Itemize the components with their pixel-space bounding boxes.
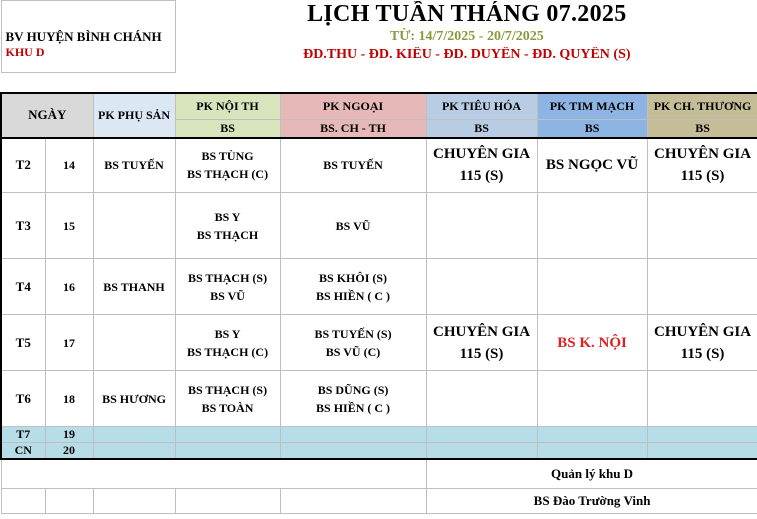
noi-th-line-1: BS Y <box>214 326 241 341</box>
ngoai-cell <box>280 138 426 193</box>
col-noi-th-sub: BS <box>175 120 280 138</box>
ch-thuong-line-2: 115 (S) <box>680 168 725 185</box>
day-cell: CN <box>1 443 45 460</box>
footer-empty <box>175 488 280 513</box>
table-row-weekend <box>1 443 757 460</box>
tieu-hoa-line-2: 115 (S) <box>459 168 504 185</box>
day-cell: T4 <box>1 259 45 315</box>
ngoai-line-1: BS TUYẾN <box>323 158 383 173</box>
ngoai-cell <box>280 315 426 371</box>
empty-cell <box>280 427 426 443</box>
noi-th-line-1: BS Y <box>214 209 241 224</box>
ngoai-cell <box>280 371 426 427</box>
day-cell: T2 <box>1 138 45 193</box>
noi-th-cell <box>175 259 280 315</box>
day-cell: T3 <box>1 193 45 259</box>
col-phu-san: PK PHỤ SẢN <box>93 93 175 138</box>
date-cell: 14 <box>45 138 93 193</box>
phu-san-cell <box>93 193 175 259</box>
ngoai-line-2: BS HIỀN ( C ) <box>316 288 391 303</box>
date-cell: 15 <box>45 193 93 259</box>
footer-empty <box>45 488 93 513</box>
noi-th-cell <box>175 315 280 371</box>
tieu-hoa-cell <box>426 193 537 259</box>
ngoai-line-2: BS VŨ (C) <box>325 344 381 359</box>
empty-cell <box>426 427 537 443</box>
ngoai-line-1: BS DŨNG (S) <box>317 382 389 397</box>
ch-thuong-cell <box>647 371 757 427</box>
phu-san-cell: BS HƯƠNG <box>93 371 175 427</box>
tim-mach-cell: BS NGỌC VŨ <box>537 138 647 193</box>
ch-thuong-line-1: CHUYÊN GIA <box>654 323 752 340</box>
date-cell: 16 <box>45 259 93 315</box>
ngoai-cell <box>280 259 426 315</box>
ngoai-line-1: BS TUYẾN (S) <box>314 326 392 341</box>
day-cell: T6 <box>1 371 45 427</box>
ngoai-line-2: BS HIỀN ( C ) <box>316 400 391 415</box>
day-cell: T5 <box>1 315 45 371</box>
ngoai-cell <box>280 193 426 259</box>
empty-cell <box>175 443 280 460</box>
manager-name: BS Đào Trường Vinh <box>426 488 757 513</box>
date-cell: 17 <box>45 315 93 371</box>
ngoai-line-1: BS VŨ <box>335 218 371 233</box>
tieu-hoa-cell <box>426 315 537 371</box>
noi-th-line-2: BS THẠCH (C) <box>186 167 269 182</box>
header-spacer <box>1 73 757 93</box>
noi-th-cell <box>175 371 280 427</box>
col-ngoai: PK NGOẠI <box>280 93 426 120</box>
col-tim-mach: PK TIM MẠCH <box>537 93 647 120</box>
phu-san-cell: BS TUYẾN <box>93 138 175 193</box>
noi-th-line-1: BS THẠCH (S) <box>187 382 268 397</box>
noi-th-line-1: BS THẠCH (S) <box>187 270 268 285</box>
tim-mach-cell <box>537 371 647 427</box>
empty-cell <box>426 443 537 460</box>
table-row <box>1 259 757 315</box>
noi-th-line-2: BS THẠCH (C) <box>186 344 269 359</box>
col-ch-thuong-sub: BS <box>647 120 757 138</box>
ch-thuong-cell <box>647 193 757 259</box>
empty-cell <box>93 443 175 460</box>
tieu-hoa-line-1: CHUYÊN GIA <box>432 146 531 163</box>
noi-th-cell <box>175 138 280 193</box>
date-range: TỪ: 14/7/2025 - 20/7/2025 <box>389 29 544 44</box>
footer-empty <box>280 488 426 513</box>
noi-th-cell <box>175 193 280 259</box>
noi-th-line-2: BS TOÀN <box>201 400 254 415</box>
col-ngay: NGÀY <box>1 93 93 138</box>
manager-title: Quản lý khu D <box>426 459 757 488</box>
noi-th-line-1: BS TÙNG <box>201 149 254 164</box>
tieu-hoa-cell <box>426 138 537 193</box>
table-row <box>1 371 757 427</box>
empty-cell <box>647 443 757 460</box>
col-tim-mach-sub: BS <box>537 120 647 138</box>
tim-mach-cell: BS K. NỘI <box>537 315 647 371</box>
page-title: LỊCH TUẦN THÁNG 07.2025 <box>307 0 627 27</box>
ch-thuong-line-1: CHUYÊN GIA <box>654 146 752 163</box>
footer-empty <box>1 488 45 513</box>
table-row <box>1 315 757 371</box>
noi-th-line-2: BS VŨ <box>210 288 245 303</box>
table-row <box>1 138 757 193</box>
col-noi-th: PK NỘI TH <box>175 93 280 120</box>
tim-mach-cell <box>537 193 647 259</box>
empty-cell <box>175 427 280 443</box>
empty-cell <box>93 427 175 443</box>
phu-san-cell <box>93 315 175 371</box>
tieu-hoa-line-2: 115 (S) <box>459 345 504 362</box>
col-ch-thuong: PK CH. THƯƠNG <box>647 93 757 120</box>
col-ngoai-sub: BS. CH - TH <box>280 120 426 138</box>
tim-mach-cell <box>537 259 647 315</box>
date-cell: 19 <box>45 427 93 443</box>
empty-cell <box>537 427 647 443</box>
org-name: BV HUYỆN BÌNH CHÁNH <box>5 29 162 44</box>
footer-empty <box>93 488 175 513</box>
phu-san-cell: BS THANH <box>93 259 175 315</box>
noi-th-line-2: BS THẠCH <box>196 227 259 242</box>
table-row <box>1 193 757 259</box>
empty-cell <box>537 443 647 460</box>
date-cell: 20 <box>45 443 93 460</box>
footer-empty <box>1 459 426 488</box>
col-tieu-hoa: PK TIÊU HÓA <box>426 93 537 120</box>
ch-thuong-line-2: 115 (S) <box>680 345 725 362</box>
empty-cell <box>280 443 426 460</box>
ch-thuong-cell <box>647 259 757 315</box>
day-cell: T7 <box>1 427 45 443</box>
table-row-weekend <box>1 427 757 443</box>
ch-thuong-cell <box>647 138 757 193</box>
col-tieu-hoa-sub: BS <box>426 120 537 138</box>
empty-cell <box>647 427 757 443</box>
ch-thuong-cell <box>647 315 757 371</box>
tieu-hoa-line-1: CHUYÊN GIA <box>432 323 531 340</box>
tieu-hoa-cell <box>426 259 537 315</box>
ngoai-line-1: BS KHÔI (S) <box>319 270 388 285</box>
date-cell: 18 <box>45 371 93 427</box>
area-label: KHU D <box>5 45 45 59</box>
tieu-hoa-cell <box>426 371 537 427</box>
nurses-list: ĐD.THU - ĐD. KIỀU - ĐD. DUYÊN - ĐD. QUYÊN (S) <box>303 46 631 62</box>
